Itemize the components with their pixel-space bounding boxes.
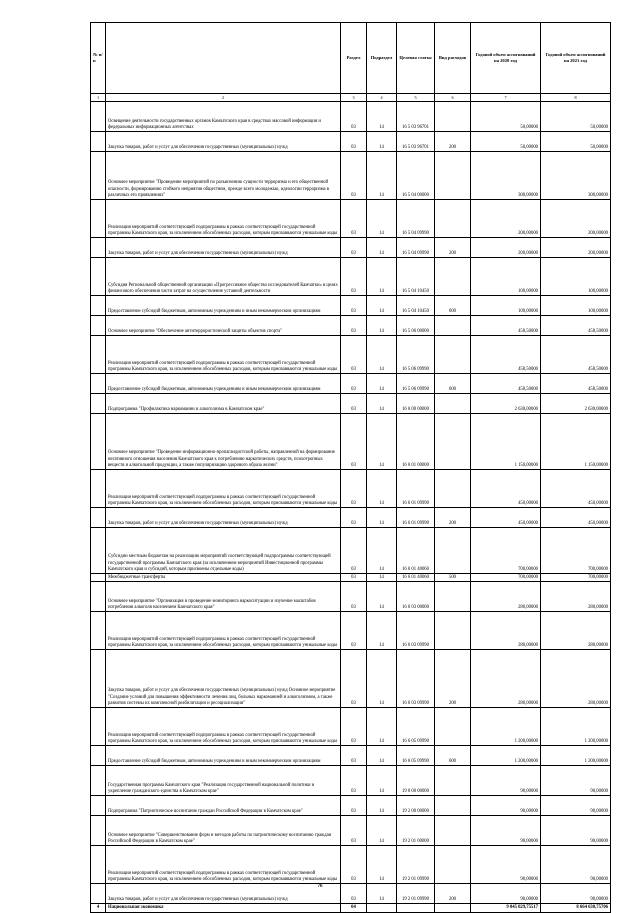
table-row bbox=[91, 746, 611, 766]
table-row bbox=[91, 470, 611, 508]
table-row bbox=[91, 102, 611, 132]
row-num bbox=[91, 708, 106, 746]
row-num bbox=[91, 508, 106, 528]
row-expense-kind bbox=[435, 766, 471, 796]
row-num bbox=[91, 102, 106, 132]
row-podrazdel: 14 bbox=[367, 238, 397, 258]
row-razdel: 03 bbox=[341, 200, 367, 238]
row-num bbox=[91, 238, 106, 258]
row-name: Закупка товаров, работ и услуг для обеспечения государственных (муниципальных) нужд bbox=[106, 508, 341, 528]
row-num bbox=[91, 528, 106, 574]
row-target-article: 16 6 03 00000 bbox=[397, 582, 435, 612]
row-num bbox=[91, 650, 106, 708]
row-podrazdel: 14 bbox=[367, 796, 397, 816]
row-volume-2021: 280,00000 bbox=[541, 650, 611, 708]
row-target-article: 16 6 03 09990 bbox=[397, 612, 435, 650]
row-razdel: 03 bbox=[341, 846, 367, 884]
total-volume-2020: 9 045 029,75517 bbox=[471, 904, 541, 913]
row-volume-2021: 90,00000 bbox=[541, 766, 611, 796]
row-volume-2021: 280,00000 bbox=[541, 582, 611, 612]
table-row bbox=[91, 582, 611, 612]
row-volume-2020: 1 200,00000 bbox=[471, 708, 541, 746]
row-expense-kind: 600 bbox=[435, 374, 471, 394]
row-volume-2020: 280,00000 bbox=[471, 650, 541, 708]
row-expense-kind: 200 bbox=[435, 884, 471, 904]
row-expense-kind bbox=[435, 612, 471, 650]
row-num bbox=[91, 766, 106, 796]
row-name: Субсидии местным бюджетам на реализацию мероприятий соответствующей подпрограммы соответствующей государственной программы Камчатского края (за исключением мероприятий Инвестиционной программы Камчатского края и субсидий, которым присвоены отдельные коды) bbox=[106, 528, 341, 574]
row-target-article: 16 5 06 09990 bbox=[397, 336, 435, 374]
row-razdel: 03 bbox=[341, 316, 367, 336]
row-volume-2020: 300,00000 bbox=[471, 152, 541, 200]
row-target-article: 16 5 04 10450 bbox=[397, 258, 435, 296]
row-volume-2021: 1 150,00000 bbox=[541, 414, 611, 470]
row-volume-2020: 450,00000 bbox=[471, 508, 541, 528]
total-num: 4 bbox=[91, 904, 106, 913]
row-target-article: 16 6 01 00000 bbox=[397, 414, 435, 470]
row-expense-kind bbox=[435, 336, 471, 374]
row-podrazdel: 14 bbox=[367, 650, 397, 708]
row-volume-2020: 280,00000 bbox=[471, 582, 541, 612]
table-row bbox=[91, 766, 611, 796]
row-podrazdel: 14 bbox=[367, 708, 397, 746]
row-podrazdel: 14 bbox=[367, 612, 397, 650]
total-razdel: 04 bbox=[341, 904, 367, 913]
row-razdel: 03 bbox=[341, 612, 367, 650]
row-expense-kind bbox=[435, 316, 471, 336]
header-num: № п/п bbox=[91, 23, 106, 94]
column-index: 8 bbox=[541, 94, 611, 102]
row-volume-2020: 50,00000 bbox=[471, 132, 541, 152]
row-target-article: 16 6 05 09990 bbox=[397, 708, 435, 746]
row-expense-kind: 200 bbox=[435, 238, 471, 258]
row-target-article: 16 5 04 09990 bbox=[397, 200, 435, 238]
row-num bbox=[91, 336, 106, 374]
row-podrazdel: 14 bbox=[367, 816, 397, 846]
row-volume-2021: 700,00000 bbox=[541, 528, 611, 574]
row-razdel: 03 bbox=[341, 816, 367, 846]
row-name: Основное мероприятие "Совершенствование форм и методов работы по патриотическому воспитанию граждан Российской Федерации в Камчатском крае" bbox=[106, 816, 341, 846]
budget-table bbox=[90, 22, 611, 913]
row-expense-kind: 200 bbox=[435, 132, 471, 152]
row-podrazdel: 14 bbox=[367, 470, 397, 508]
row-volume-2020: 700,00000 bbox=[471, 574, 541, 582]
page-number: 76 bbox=[317, 884, 323, 889]
column-index: 4 bbox=[367, 94, 397, 102]
row-expense-kind: 500 bbox=[435, 574, 471, 582]
row-num bbox=[91, 582, 106, 612]
row-razdel: 03 bbox=[341, 374, 367, 394]
row-name: Предоставление субсидий бюджетным, автономным учреждениям и иным некоммерческим организациям bbox=[106, 746, 341, 766]
row-razdel: 03 bbox=[341, 574, 367, 582]
row-razdel: 03 bbox=[341, 258, 367, 296]
row-expense-kind bbox=[435, 414, 471, 470]
row-volume-2021: 200,00000 bbox=[541, 200, 611, 238]
table-row bbox=[91, 414, 611, 470]
row-razdel: 03 bbox=[341, 336, 367, 374]
row-volume-2021: 100,00000 bbox=[541, 258, 611, 296]
row-expense-kind: 600 bbox=[435, 296, 471, 316]
row-target-article: 16 6 03 09990 bbox=[397, 650, 435, 708]
row-volume-2020: 1 150,00000 bbox=[471, 414, 541, 470]
row-razdel: 03 bbox=[341, 746, 367, 766]
table-row bbox=[91, 336, 611, 374]
header-volume-2020: Годовой объем ассигнований на 2020 год bbox=[471, 23, 541, 94]
row-volume-2020: 90,00000 bbox=[471, 766, 541, 796]
row-razdel: 03 bbox=[341, 708, 367, 746]
table-header bbox=[91, 23, 611, 94]
header-volume-2021: Годовой объем ассигнований на 2021 год bbox=[541, 23, 611, 94]
row-volume-2020: 700,00000 bbox=[471, 528, 541, 574]
row-razdel: 03 bbox=[341, 766, 367, 796]
row-name: Предоставление субсидий бюджетным, автономным учреждениям и иным некоммерческим организациям bbox=[106, 296, 341, 316]
row-volume-2020: 100,00000 bbox=[471, 296, 541, 316]
row-volume-2020: 90,00000 bbox=[471, 884, 541, 904]
row-num bbox=[91, 152, 106, 200]
row-podrazdel: 14 bbox=[367, 374, 397, 394]
table-row bbox=[91, 508, 611, 528]
row-podrazdel: 14 bbox=[367, 414, 397, 470]
row-expense-kind bbox=[435, 796, 471, 816]
row-podrazdel: 14 bbox=[367, 508, 397, 528]
row-name: Закупка товаров, работ и услуг для обеспечения государственных (муниципальных) нужд bbox=[106, 884, 341, 904]
row-name: Закупка товаров, работ и услуг для обеспечения государственных (муниципальных) нужд Основное мероприятие "Создание условий для повышения эффективности лечения лиц, больных наркоманией и алкоголизмом, а также развития системы их комплексной реабилитации и ресоциализации" bbox=[106, 650, 341, 708]
row-podrazdel: 14 bbox=[367, 258, 397, 296]
row-podrazdel: 14 bbox=[367, 746, 397, 766]
row-target-article: 19 2 00 00000 bbox=[397, 796, 435, 816]
row-volume-2020: 100,00000 bbox=[471, 258, 541, 296]
row-target-article: 19 0 00 00000 bbox=[397, 766, 435, 796]
header-target-article: Целевая статья bbox=[397, 23, 435, 94]
row-target-article: 16 5 04 00000 bbox=[397, 152, 435, 200]
row-volume-2020: 90,00000 bbox=[471, 846, 541, 884]
total-name: Национальная экономика bbox=[106, 904, 341, 913]
row-target-article: 19 2 01 00000 bbox=[397, 816, 435, 846]
table-row bbox=[91, 846, 611, 884]
header-razdel: Раздел bbox=[341, 23, 367, 94]
row-podrazdel: 14 bbox=[367, 296, 397, 316]
row-expense-kind bbox=[435, 582, 471, 612]
row-podrazdel: 14 bbox=[367, 316, 397, 336]
row-target-article: 16 5 06 00000 bbox=[397, 316, 435, 336]
row-razdel: 03 bbox=[341, 132, 367, 152]
table-row bbox=[91, 238, 611, 258]
table-row bbox=[91, 796, 611, 816]
table-row bbox=[91, 200, 611, 238]
table-row bbox=[91, 528, 611, 574]
row-volume-2021: 100,00000 bbox=[541, 296, 611, 316]
row-num bbox=[91, 816, 106, 846]
table-body bbox=[91, 94, 611, 904]
row-target-article: 19 2 01 09990 bbox=[397, 884, 435, 904]
row-volume-2021: 90,00000 bbox=[541, 884, 611, 904]
row-volume-2020: 200,00000 bbox=[471, 200, 541, 238]
row-volume-2020: 458,50000 bbox=[471, 336, 541, 374]
row-name: Подпрограмма "Профилактика наркомании и алкоголизма в Камчатском крае" bbox=[106, 394, 341, 414]
row-num bbox=[91, 374, 106, 394]
row-razdel: 03 bbox=[341, 884, 367, 904]
row-volume-2020: 458,50000 bbox=[471, 374, 541, 394]
row-expense-kind bbox=[435, 258, 471, 296]
table-row bbox=[91, 316, 611, 336]
row-volume-2020: 458,50000 bbox=[471, 316, 541, 336]
row-razdel: 03 bbox=[341, 796, 367, 816]
row-podrazdel: 14 bbox=[367, 766, 397, 796]
row-expense-kind bbox=[435, 102, 471, 132]
row-num bbox=[91, 470, 106, 508]
row-volume-2020: 1 200,00000 bbox=[471, 746, 541, 766]
budget-table-sheet bbox=[90, 22, 610, 913]
row-num bbox=[91, 746, 106, 766]
row-num bbox=[91, 612, 106, 650]
row-volume-2021: 50,00000 bbox=[541, 102, 611, 132]
row-volume-2021: 458,50000 bbox=[541, 316, 611, 336]
row-expense-kind bbox=[435, 470, 471, 508]
row-name: Основное мероприятие "Проведение мероприятий по разъяснению сущности терроризма и его общественной опасности, формированию стойкого неприятия обществом, прежде всего молодежью, идеологии терроризма в различных его проявлениях" bbox=[106, 152, 341, 200]
row-name: Реализация мероприятий соответствующей подпрограммы в рамках соответствующей государственной программы Камчатского края, за исключением обособленных расходов, которым присваиваются уникальные коды bbox=[106, 708, 341, 746]
table-row bbox=[91, 258, 611, 296]
row-expense-kind: 200 bbox=[435, 508, 471, 528]
row-razdel: 03 bbox=[341, 582, 367, 612]
row-podrazdel: 14 bbox=[367, 846, 397, 884]
row-razdel: 03 bbox=[341, 508, 367, 528]
row-num bbox=[91, 258, 106, 296]
row-volume-2021: 200,00000 bbox=[541, 238, 611, 258]
row-razdel: 03 bbox=[341, 650, 367, 708]
row-num bbox=[91, 414, 106, 470]
row-razdel: 03 bbox=[341, 238, 367, 258]
row-volume-2021: 90,00000 bbox=[541, 816, 611, 846]
row-podrazdel: 14 bbox=[367, 132, 397, 152]
row-name: Реализация мероприятий соответствующей подпрограммы в рамках соответствующей государственной программы Камчатского края, за исключением обособленных расходов, которым присваиваются уникальные коды bbox=[106, 612, 341, 650]
row-target-article: 16 6 05 09990 bbox=[397, 746, 435, 766]
row-name: Основное мероприятие "Проведение информационно-пропагандистской работы, направленной на формирование негативного отношения населения Камчатского края к потреблению наркотических средств, психотропных веществ и алкогольной продукции, а также популяризацию здорового образа жизни" bbox=[106, 414, 341, 470]
column-index: 2 bbox=[106, 94, 341, 102]
table-row bbox=[91, 650, 611, 708]
row-podrazdel: 14 bbox=[367, 884, 397, 904]
row-podrazdel: 14 bbox=[367, 574, 397, 582]
row-name: Закупка товаров, работ и услуг для обеспечения государственных (муниципальных) нужд bbox=[106, 132, 341, 152]
row-target-article: 16 6 01 40060 bbox=[397, 574, 435, 582]
row-expense-kind bbox=[435, 152, 471, 200]
row-name: Реализация мероприятий соответствующей подпрограммы в рамках соответствующей государственной программы Камчатского края, за исключением обособленных расходов, которым присваиваются уникальные коды bbox=[106, 200, 341, 238]
table-row bbox=[91, 374, 611, 394]
row-target-article: 16 5 04 10450 bbox=[397, 296, 435, 316]
row-target-article: 16 5 03 96701 bbox=[397, 132, 435, 152]
row-volume-2021: 50,00000 bbox=[541, 132, 611, 152]
row-num bbox=[91, 296, 106, 316]
row-num bbox=[91, 574, 106, 582]
row-expense-kind bbox=[435, 708, 471, 746]
row-volume-2020: 200,00000 bbox=[471, 238, 541, 258]
row-volume-2021: 2 630,00000 bbox=[541, 394, 611, 414]
row-expense-kind bbox=[435, 394, 471, 414]
row-volume-2020: 90,00000 bbox=[471, 796, 541, 816]
row-target-article: 16 5 04 09990 bbox=[397, 238, 435, 258]
row-razdel: 03 bbox=[341, 394, 367, 414]
row-target-article: 19 2 01 09990 bbox=[397, 846, 435, 884]
row-num bbox=[91, 200, 106, 238]
row-target-article: 16 6 01 09990 bbox=[397, 508, 435, 528]
row-name: Реализация мероприятий соответствующей подпрограммы в рамках соответствующей государственной программы Камчатского края, за исключением обособленных расходов, которым присваиваются уникальные коды bbox=[106, 470, 341, 508]
row-name: Межбюджетные трансферты bbox=[106, 574, 341, 582]
row-target-article: 16 5 06 09990 bbox=[397, 374, 435, 394]
row-expense-kind: 200 bbox=[435, 650, 471, 708]
row-expense-kind bbox=[435, 528, 471, 574]
row-num bbox=[91, 132, 106, 152]
header-name bbox=[106, 23, 341, 94]
row-volume-2020: 450,00000 bbox=[471, 470, 541, 508]
column-index: 1 bbox=[91, 94, 106, 102]
row-expense-kind bbox=[435, 846, 471, 884]
row-podrazdel: 14 bbox=[367, 336, 397, 374]
row-target-article: 16 5 03 96701 bbox=[397, 102, 435, 132]
row-expense-kind bbox=[435, 816, 471, 846]
row-volume-2021: 90,00000 bbox=[541, 846, 611, 884]
row-name: Освещение деятельности государственных органов Камчатского края в средствах массовой информации и федеральных информационных агентствах bbox=[106, 102, 341, 132]
row-razdel: 03 bbox=[341, 470, 367, 508]
table-row bbox=[91, 152, 611, 200]
row-name: Закупка товаров, работ и услуг для обеспечения государственных (муниципальных) нужд bbox=[106, 238, 341, 258]
row-razdel: 03 bbox=[341, 296, 367, 316]
row-podrazdel: 14 bbox=[367, 200, 397, 238]
row-name: Основное мероприятие "Обеспечение антитеррористической защиты объектов спорта" bbox=[106, 316, 341, 336]
row-name: Реализация мероприятий соответствующей подпрограммы в рамках соответствующей государственной программы Камчатского края, за исключением обособленных расходов, которым присваиваются уникальные коды bbox=[106, 846, 341, 884]
row-podrazdel: 14 bbox=[367, 582, 397, 612]
row-volume-2021: 458,50000 bbox=[541, 336, 611, 374]
row-name: Государственная программа Камчатского края "Реализация государственной национальной политики и укрепление гражданского единства в Камчатском крае" bbox=[106, 766, 341, 796]
row-volume-2020: 90,00000 bbox=[471, 816, 541, 846]
row-podrazdel: 14 bbox=[367, 528, 397, 574]
row-razdel: 03 bbox=[341, 152, 367, 200]
row-expense-kind bbox=[435, 200, 471, 238]
row-name: Подпрограмма "Патриотическое воспитание граждан Российской Федерации в Камчатском крае" bbox=[106, 796, 341, 816]
row-volume-2021: 1 200,00000 bbox=[541, 746, 611, 766]
column-index-row bbox=[91, 94, 611, 102]
row-podrazdel: 14 bbox=[367, 394, 397, 414]
row-num bbox=[91, 394, 106, 414]
row-target-article: 16 6 01 40060 bbox=[397, 528, 435, 574]
column-index: 5 bbox=[397, 94, 435, 102]
row-volume-2021: 450,00000 bbox=[541, 470, 611, 508]
row-expense-kind: 600 bbox=[435, 746, 471, 766]
row-num bbox=[91, 316, 106, 336]
table-row bbox=[91, 708, 611, 746]
table-row bbox=[91, 132, 611, 152]
row-volume-2021: 1 200,00000 bbox=[541, 708, 611, 746]
row-podrazdel: 14 bbox=[367, 102, 397, 132]
row-volume-2021: 90,00000 bbox=[541, 796, 611, 816]
row-name: Реализация мероприятий соответствующей подпрограммы в рамках соответствующей государственной программы Камчатского края, за исключением обособленных расходов, которым присваиваются уникальные коды bbox=[106, 336, 341, 374]
row-num bbox=[91, 796, 106, 816]
row-volume-2021: 280,00000 bbox=[541, 612, 611, 650]
table-row bbox=[91, 574, 611, 582]
row-volume-2021: 700,00000 bbox=[541, 574, 611, 582]
row-razdel: 03 bbox=[341, 528, 367, 574]
row-podrazdel: 14 bbox=[367, 152, 397, 200]
row-name: Субсидия Региональной общественной организации «Прогрессивное общество исследователей Камчатки» в целях финансового обеспечения части затрат на осуществление уставной деятельности bbox=[106, 258, 341, 296]
table-row bbox=[91, 816, 611, 846]
row-volume-2021: 450,00000 bbox=[541, 508, 611, 528]
row-volume-2020: 50,00000 bbox=[471, 102, 541, 132]
row-volume-2020: 280,00000 bbox=[471, 612, 541, 650]
row-num bbox=[91, 846, 106, 884]
row-name: Предоставление субсидий бюджетным, автономным учреждениям и иным некоммерческим организациям bbox=[106, 374, 341, 394]
row-volume-2021: 300,00000 bbox=[541, 152, 611, 200]
column-index: 3 bbox=[341, 94, 367, 102]
row-target-article: 16 6 01 09990 bbox=[397, 470, 435, 508]
row-volume-2020: 2 630,00000 bbox=[471, 394, 541, 414]
row-name: Основное мероприятие "Организация и проведение мониторинга наркоситуации и изучение масштабов потребления алкоголя населением Камчатского края" bbox=[106, 582, 341, 612]
table-row bbox=[91, 612, 611, 650]
row-target-article: 16 6 00 00000 bbox=[397, 394, 435, 414]
table-row bbox=[91, 296, 611, 316]
table-row bbox=[91, 394, 611, 414]
column-index: 7 bbox=[471, 94, 541, 102]
row-razdel: 03 bbox=[341, 414, 367, 470]
row-volume-2021: 458,50000 bbox=[541, 374, 611, 394]
row-razdel: 03 bbox=[341, 102, 367, 132]
header-expense-kind: Вид расходов bbox=[435, 23, 471, 94]
header-podrazdel: Подраздел bbox=[367, 23, 397, 94]
column-index: 6 bbox=[435, 94, 471, 102]
total-volume-2021: 8 664 630,75706 bbox=[541, 904, 611, 913]
